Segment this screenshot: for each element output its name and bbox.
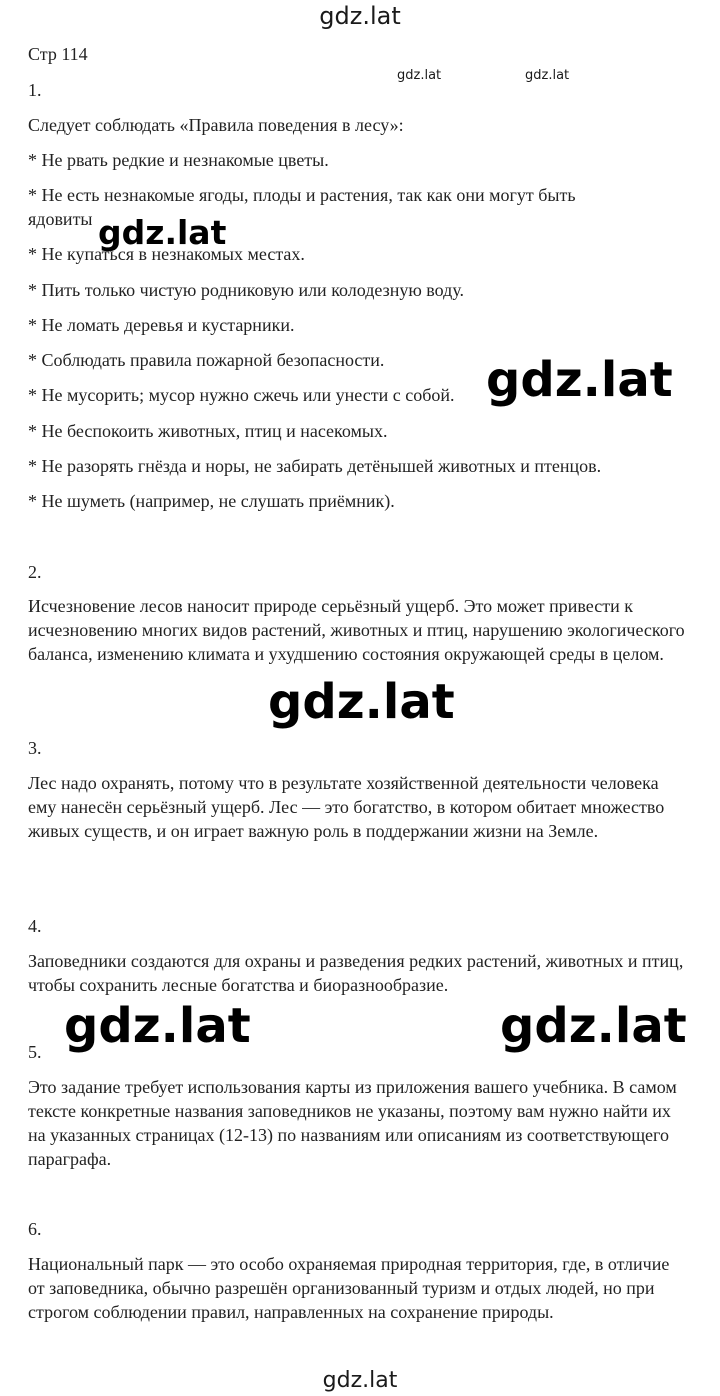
rule-item: * Не мусорить; мусор нужно сжечь или унести с собой. bbox=[28, 385, 455, 405]
section-6-text: Национальный парк — это особо охраняемая природная территория, где, в отличие от заповедника, обычно разрешён организованный туризм и отдых людей, но при строгом соблюдении правил, направленных на сохранение природы. bbox=[28, 1254, 670, 1322]
watermark-big-3: gdz.lat bbox=[64, 998, 251, 1054]
section-2-number: 2. bbox=[28, 562, 42, 582]
rule-item: * Не разорять гнёзда и норы, не забирать детёнышей животных и птенцов. bbox=[28, 456, 602, 476]
rule-item: * Не рвать редкие и незнакомые цветы. bbox=[28, 150, 329, 170]
section-1-number: 1. bbox=[28, 80, 42, 100]
page-reference: Стр 114 bbox=[28, 44, 88, 64]
rule-item: * Не есть незнакомые ягоды, плоды и растения, так как они могут быть bbox=[28, 185, 576, 205]
section-3-text: Лес надо охранять, потому что в результате хозяйственной деятельности человека ему нанесён серьёзный ущерб. Лес — это богатство, в котором обитает множество живых существ, и он играет важную роль в поддержании жизни на Земле. bbox=[28, 773, 665, 841]
watermark-big-1: gdz.lat bbox=[486, 352, 673, 408]
rule-item: * Не ломать деревья и кустарники. bbox=[28, 315, 295, 335]
watermark-small-1: gdz.lat bbox=[397, 68, 442, 83]
section-5-text: Это задание требует использования карты из приложения вашего учебника. В самом тексте конкретные названия заповедников не указаны, поэтому вам нужно найти их на указанных страницах (12-13) по названиям или описаниям из соответствующего параграфа. bbox=[28, 1077, 677, 1169]
watermark-footer: gdz.lat bbox=[322, 1368, 398, 1393]
section-5-number: 5. bbox=[28, 1042, 42, 1062]
watermark-mid: gdz.lat bbox=[98, 213, 227, 252]
watermark-big-2: gdz.lat bbox=[268, 674, 455, 730]
section-4-text: Заповедники создаются для охраны и разведения редких растений, животных и птиц, чтобы сохранить лесные богатства и биоразнообразие. bbox=[28, 951, 684, 995]
watermark-big-4: gdz.lat bbox=[500, 998, 687, 1054]
rule-item-continuation: ядовиты bbox=[28, 209, 93, 229]
section-6-number: 6. bbox=[28, 1219, 42, 1239]
rule-item: * Не шуметь (например, не слушать приёмник). bbox=[28, 491, 395, 511]
rule-item: * Пить только чистую родниковую или колодезную воду. bbox=[28, 280, 465, 300]
section-2-text: Исчезновение лесов наносит природе серьёзный ущерб. Это может привести к исчезновению многих видов растений, животных и птиц, нарушению экологического баланса, изменению климата и ухудшению состояния окружающей среды в целом. bbox=[28, 596, 685, 664]
section-1-intro: Следует соблюдать «Правила поведения в лесу»: bbox=[28, 115, 404, 135]
rule-item: * Соблюдать правила пожарной безопасности. bbox=[28, 350, 385, 370]
section-4-number: 4. bbox=[28, 916, 42, 936]
rule-item: * Не беспокоить животных, птиц и насекомых. bbox=[28, 421, 388, 441]
rule-item: * Не купаться в незнакомых местах. bbox=[28, 244, 305, 264]
watermark-small-2: gdz.lat bbox=[525, 68, 570, 83]
watermark-header: gdz.lat bbox=[319, 2, 401, 30]
section-3-number: 3. bbox=[28, 738, 42, 758]
